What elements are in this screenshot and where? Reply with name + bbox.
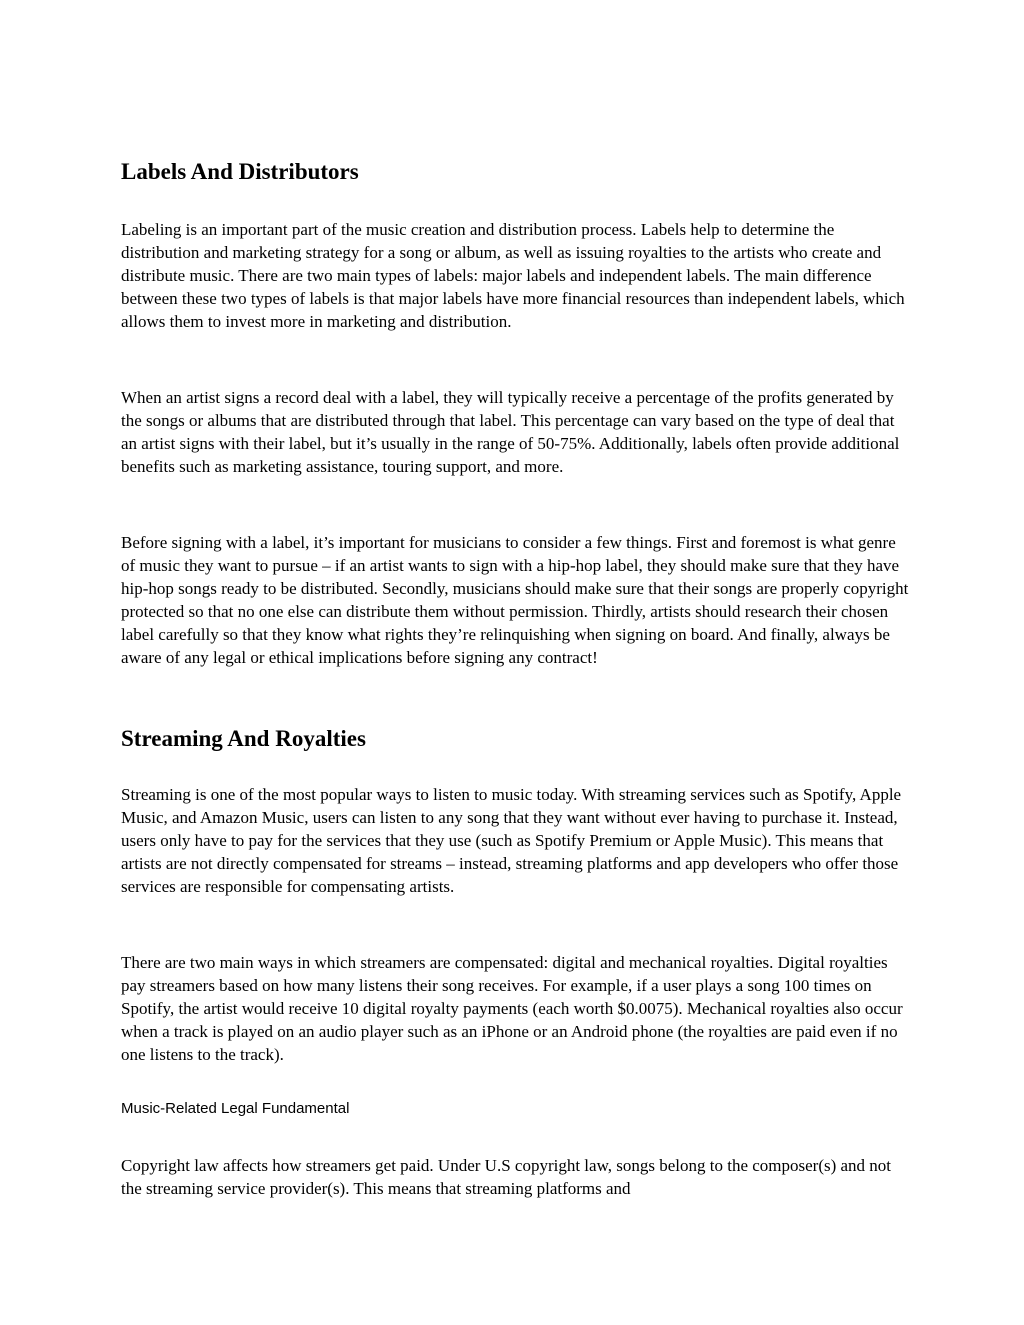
paragraph-streaming-intro: Streaming is one of the most popular ways to listen to music today. With streaming services such as Spotify, Apple Music, and Amazon Music, users can listen to any song that they want without ever having to purchase it. Instead, users only have to pay for the services that they use (such as Spotify Premium or Apple Music). This means that artists are not directly compensated for streams – instead, streaming platforms and app developers who offer those services are responsible for compensating artists. [121, 785, 902, 896]
section-heading-legal-fundamental: Music-Related Legal Fundamental [121, 1100, 350, 1117]
paragraph-labels-intro: Labeling is an important part of the music creation and distribution process. Labels help to determine the distribution and marketing strategy for a song or album, as well as issuing royalties to the artists who create and distribute music. There are two main types of labels: major labels and independent labels. The main difference between these two types of labels is that major labels have more financial resources than independent labels, which allows them to invest more in marketing and distribution. [121, 220, 905, 331]
paragraph-copyright-law: Copyright law affects how streamers get paid. Under U.S copyright law, songs belong to the composer(s) and not the streaming service provider(s). This means that streaming platforms and [121, 1156, 892, 1198]
section-heading-labels-and-distributors: Labels And Distributors [121, 159, 359, 184]
paragraph-before-signing: Before signing with a label, it’s important for musicians to consider a few things. First and foremost is what genre of music they want to pursue – if an artist wants to sign with a hip-hop label, they should make sure that they have hip-hop songs ready to be distributed. Secondly, musicians should make sure that their songs are properly copyright protected so that no one else can distribute them without permission. Thirdly, artists should research their chosen label carefully so that they know what rights they’re relinquishing when signing on board. And finally, always be aware of any legal or ethical implications before signing any contract! [121, 533, 909, 667]
paragraph-royalty-types: There are two main ways in which streamers are compensated: digital and mechanical royalties. Digital royalties pay streamers based on how many listens their song receives. For example, if a user plays a song 100 times on Spotify, the artist would receive 10 digital royalty payments (each worth $0.0075). Mechanical royalties also occur when a track is played on an audio player such as an iPhone or an Android phone (the royalties are paid even if no one listens to the track). [121, 953, 903, 1064]
paragraph-record-deal: When an artist signs a record deal with a label, they will typically receive a percentage of the profits generated by the songs or albums that are distributed through that label. This percentage can vary based on the type of deal that an artist signs with their label, but it’s usually in the range of 50-75%. Additionally, labels often provide additional benefits such as marketing assistance, touring support, and more. [121, 388, 900, 476]
section-heading-streaming-and-royalties: Streaming And Royalties [121, 726, 366, 751]
